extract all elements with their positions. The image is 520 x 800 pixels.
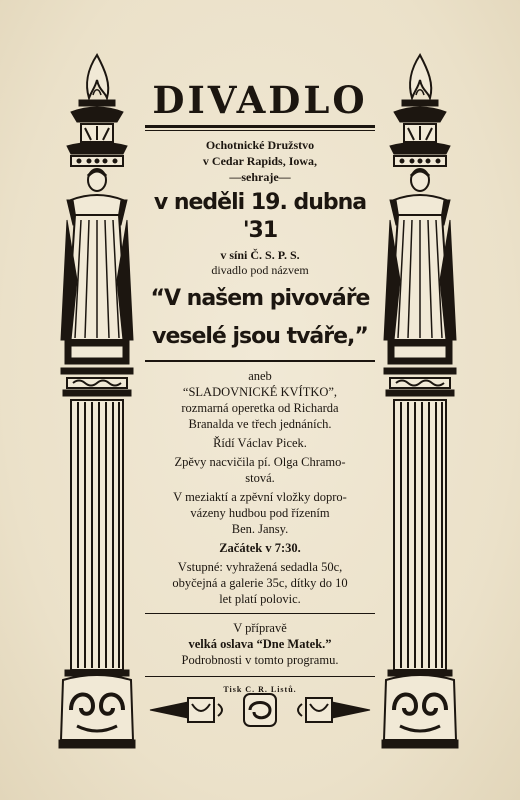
- event-line: velká oslava “Dne Matek.”: [188, 637, 332, 651]
- page-title: DIVADLO: [152, 78, 368, 122]
- title-rule-thick: [145, 125, 375, 128]
- bottom-rule: [145, 676, 375, 677]
- entry-line-2: obyčejná a galerie 35c, dítky do 10: [172, 576, 348, 590]
- right-caryatid-column: [380, 50, 460, 750]
- description-line-1: rozmarná operetka od Richarda: [181, 401, 339, 415]
- bottom-ornament: [148, 690, 372, 730]
- entry-line-1: Vstupné: vyhražená sedadla 50c,: [177, 560, 343, 574]
- org-line-2: v Cedar Rapids, Iowa,: [202, 154, 318, 168]
- subtitle-line: “SLADOVNICKÉ KVÍTKO”,: [182, 385, 338, 399]
- music-line-2: vázeny hudbou pod řízením: [190, 506, 330, 520]
- singing-line-1: Zpěvy nacvičila pí. Olga Chramo-: [174, 455, 346, 469]
- director-line: Řídí Václav Picek.: [213, 436, 307, 450]
- footer-rule: [145, 613, 375, 614]
- org-line-1: Ochotnické Družstvo: [205, 138, 315, 152]
- description-line-2: Branalda ve třech jednáních.: [188, 417, 332, 431]
- music-line-3: Ben. Jansy.: [231, 522, 289, 536]
- more-line: Podrobnosti v tomto programu.: [181, 653, 339, 667]
- printer-credit: Tisk C. R. Listů.: [223, 685, 297, 694]
- performance-date: v neděli 19. dubna '31: [153, 190, 367, 243]
- venue-line: v síni Č. S. P. S.: [220, 248, 300, 262]
- sehraje-line: —sehraje—: [229, 170, 291, 184]
- intro-line: divadlo pod názvem: [211, 263, 309, 277]
- music-line-1: V meziaktí a zpěvní vložky dopro-: [173, 490, 347, 504]
- start-time: Začátek v 7:30.: [219, 541, 301, 555]
- aneb-line: aneb: [248, 369, 272, 383]
- play-title-line-2: veselé jsou tváře,”: [152, 324, 368, 349]
- program-text: [145, 75, 375, 694]
- entry-line-3: let platí polovic.: [219, 592, 301, 606]
- singing-line-2: stová.: [245, 471, 275, 485]
- prep-line: V přípravě: [233, 621, 287, 635]
- title-rule-thin: [145, 130, 375, 131]
- play-title-line-1: “V našem pivováře: [150, 286, 370, 311]
- left-caryatid-column: [57, 50, 137, 750]
- play-title-rule: [145, 360, 375, 362]
